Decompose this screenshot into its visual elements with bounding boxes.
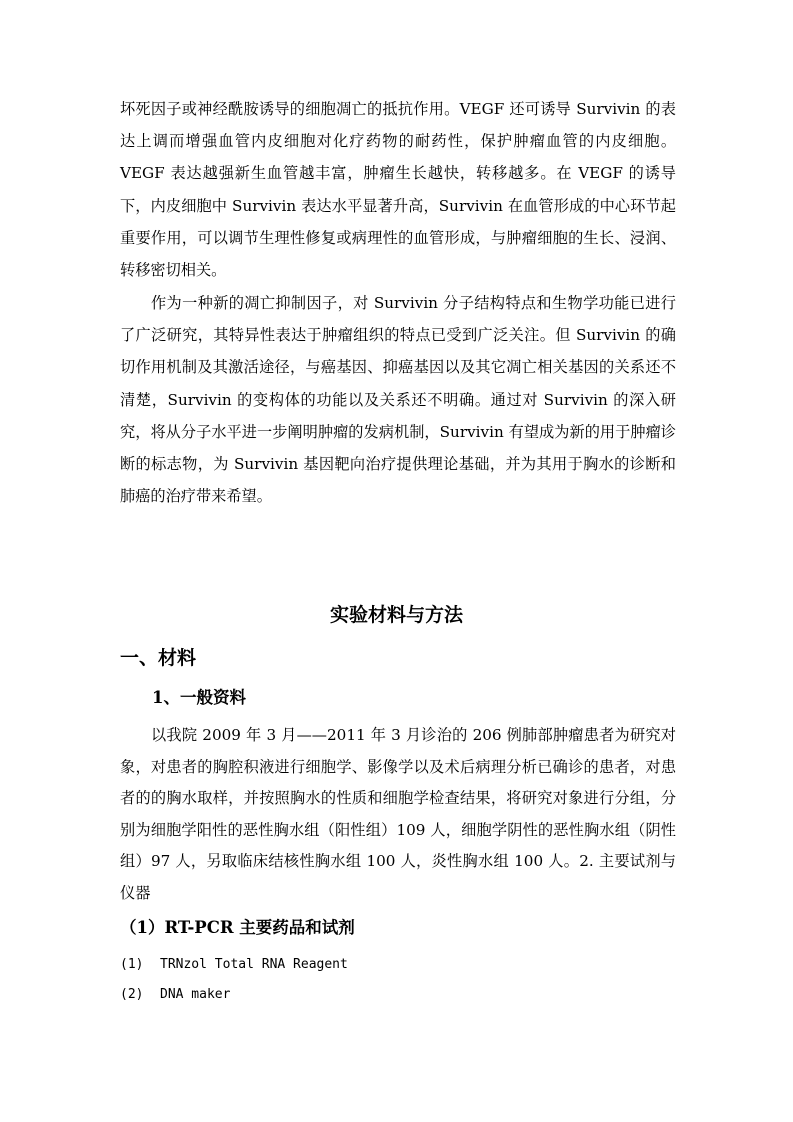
body-paragraph-1: 坏死因子或神经酰胺诱导的细胞凋亡的抵抗作用。VEGF 还可诱导 Survivin 的表达上调而增强血管内皮细胞对化疗药物的耐药性，保护肿瘤血管的内皮细胞。VEGF 表达越强新生血管越丰富，肿瘤生长越快，转移越多。在 VEGF 的诱导下，内皮细胞中 Survivin 表达水平显著升高，Survivin 在血管形成的中心环节起重要作用，可以调节生理性修复或病理性的血管形成，与肿瘤细胞的生长、浸润、转移密切相关。 bbox=[120, 100, 676, 280]
heading-reagents: （1）RT-PCR 主要药品和试剂 bbox=[120, 918, 355, 937]
list-item-number: (2) bbox=[120, 987, 144, 1002]
list-item bbox=[120, 957, 348, 972]
section-title: 实验材料与方法 bbox=[329, 604, 463, 626]
list-item bbox=[120, 987, 230, 1002]
heading-materials: 一、材料 bbox=[120, 647, 197, 669]
body-paragraph-3: 以我院 2009 年 3 月——2011 年 3 月诊治的 206 例肺部肿瘤患者为研究对象，对患者的胸腔积液进行细胞学、影像学以及术后病理分析已确诊的患者，对患者的的胸水取样，并按照胸水的性质和细胞学检查结果，将研究对象进行分组，分别为细胞学阳性的恶性胸水组（阳性组）109 人，细胞学阴性的恶性胸水组（阴性组）97 人，另取临床结核性胸水组 100 人，炎性胸水组 100 人。2. 主要试剂与仪器 bbox=[120, 726, 676, 902]
body-paragraph-2: 作为一种新的凋亡抑制因子，对 Survivin 分子结构特点和生物学功能已进行了广泛研究，其特异性表达于肿瘤组织的特点已受到广泛关注。但 Survivin 的确切作用机制及其激活途径，与癌基因、抑癌基因以及其它凋亡相关基因的关系还不清楚，Survivin 的变构体的功能以及关系还不明确。通过对 Survivin 的深入研究，将从分子水平进一步阐明肿瘤的发病机制，Survivin 有望成为新的用于肿瘤诊断的标志物，为 Survivin 基因靶向治疗提供理论基础，并为其用于胸水的诊断和肺癌的治疗带来希望。 bbox=[120, 294, 676, 506]
list-item-number: (1) bbox=[120, 957, 144, 972]
list-item-text: TRNzol Total RNA Reagent bbox=[160, 957, 348, 972]
heading-general-info: 1、一般资料 bbox=[152, 688, 246, 707]
list-item-text: DNA maker bbox=[160, 987, 231, 1002]
